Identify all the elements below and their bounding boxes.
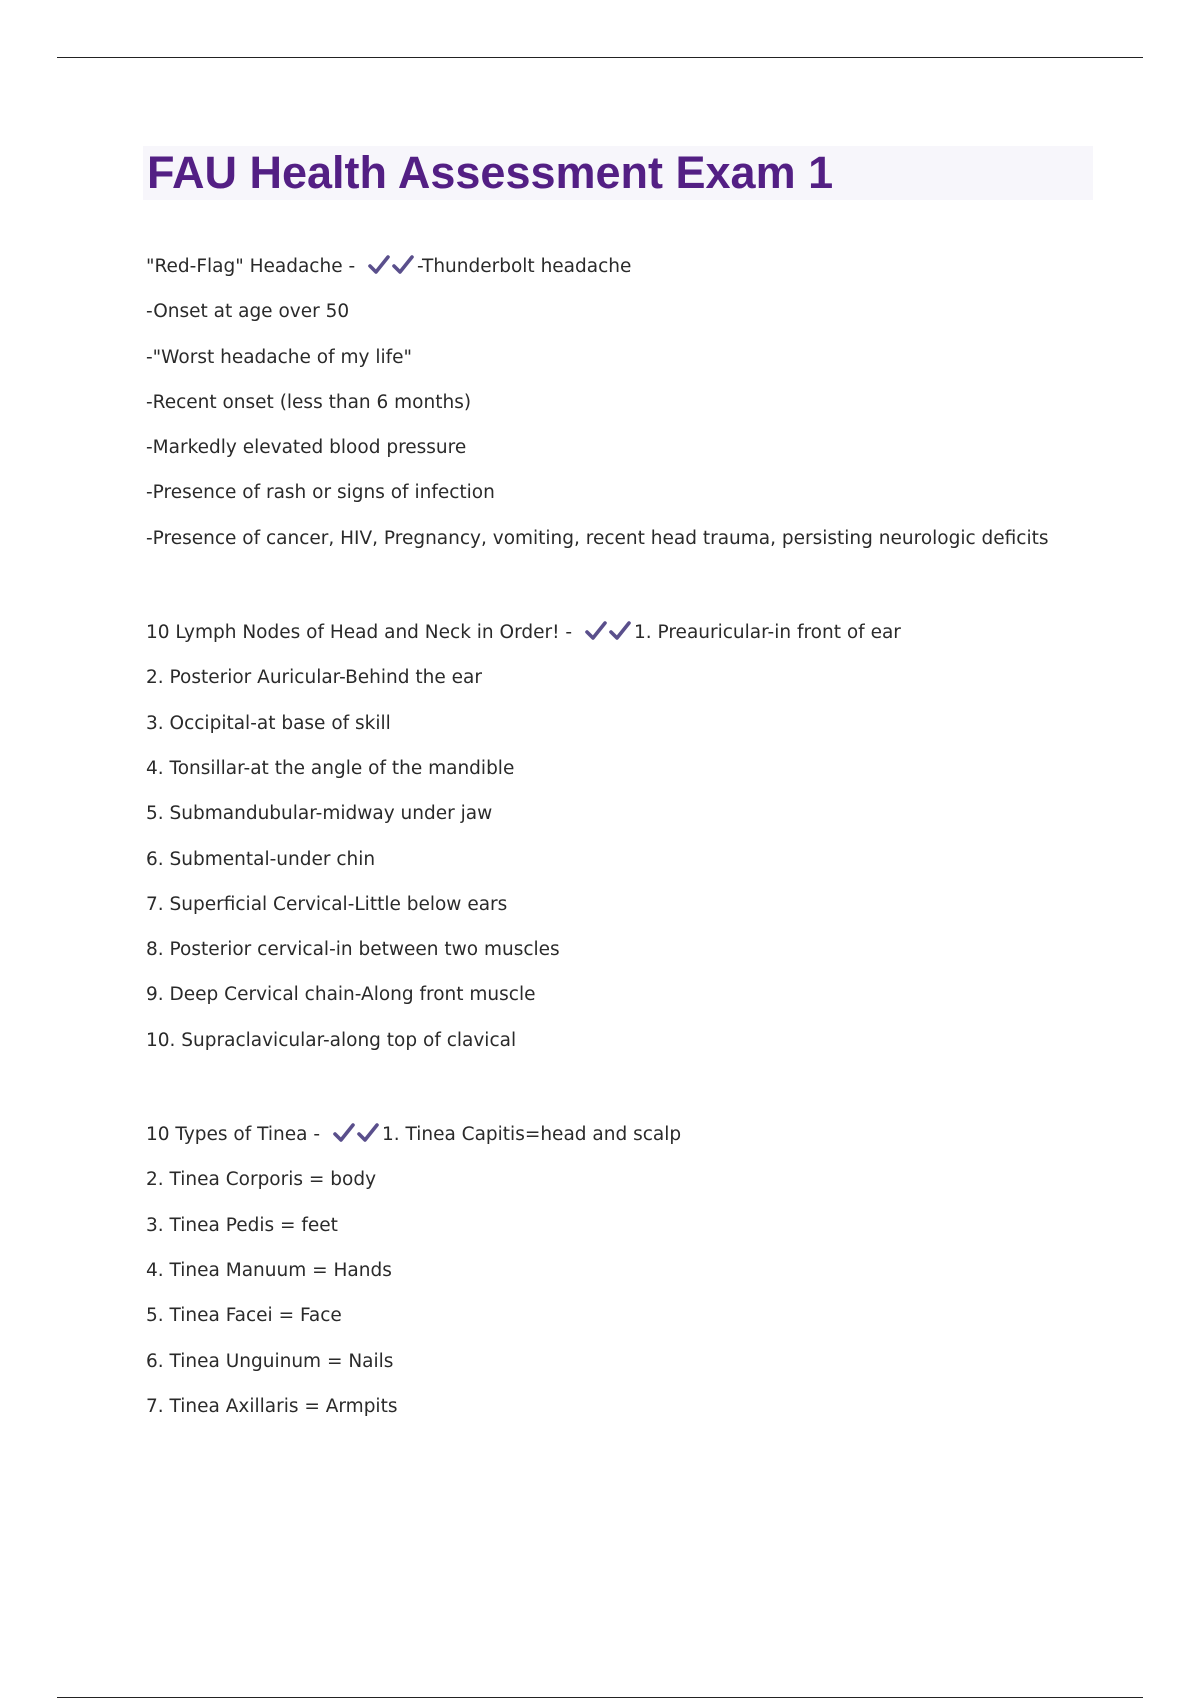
list-item: 3. Tinea Pedis = feet [146,1214,338,1236]
flashcard-answer-first: 1. Tinea Capitis=head and scalp [381,1124,682,1146]
flashcard-term: 10 Lymph Nodes of Head and Neck in Order! [146,622,560,644]
flashcard-list [146,244,1126,1429]
list-item: 7. Tinea Axillaris = Armpits [146,1395,398,1417]
list-item: 2. Tinea Corporis = body [146,1169,377,1191]
list-item: -Presence of cancer, HIV, Pregnancy, vomiting, recent head trauma, persisting neurologic deficits [146,527,1049,549]
list-item: -Presence of rash or signs of infection [146,482,495,504]
double-check-marks [332,1110,380,1155]
check-icon [367,254,391,276]
check-icon [332,1122,356,1144]
list-item: 8. Posterior cervical-in between two muscles [146,939,560,961]
list-item: 2. Posterior Auricular-Behind the ear [146,667,482,689]
flashcard-question-line [146,1112,1126,1157]
list-item: 7. Superficial Cervical-Little below ears [146,893,508,915]
list-item: 9. Deep Cervical chain-Along front muscle [146,984,536,1006]
list-item: 5. Submandubular-midway under jaw [146,803,493,825]
list-item: -Markedly elevated blood pressure [146,437,467,459]
flashcard-question-line [146,244,1126,289]
flashcard-answer-first: 1. Preauricular-in front of ear [634,622,901,644]
double-check-marks [584,608,632,653]
list-item: -Recent onset (less than 6 months) [146,391,472,413]
list-item: -Onset at age over 50 [146,301,350,323]
title-banner [143,146,1093,200]
flashcard-term: "Red-Flag" Headache [146,256,343,277]
flashcard-red-flag-headache [146,244,1126,561]
flashcard-question-line [146,610,1126,655]
check-icon [391,254,415,276]
list-item: 6. Tinea Unguinum = Nails [146,1350,394,1372]
check-icon [608,620,632,642]
list-item: 5. Tinea Facei = Face [146,1305,342,1327]
document-title: FAU Health Assessment Exam 1 [147,147,834,198]
term-separator: - [313,1124,321,1146]
flashcard-term: 10 Types of Tinea [146,1124,308,1146]
list-item: 6. Submental-under chin [146,848,376,870]
bottom-rule [57,1697,1143,1698]
flashcard-lymph-nodes [146,610,1126,1063]
list-item: -"Worst headache of my life" [146,346,413,368]
flashcard-answer-first: -Thunderbolt headache [417,256,632,277]
list-item: 3. Occipital-at base of skill [146,712,391,734]
term-separator: - [348,256,356,277]
check-icon [584,620,608,642]
flashcard-tinea-types [146,1112,1126,1429]
list-item: 4. Tonsillar-at the angle of the mandible [146,757,515,779]
term-separator: - [565,622,573,644]
check-icon [356,1122,380,1144]
top-rule [57,57,1143,58]
list-item: 10. Supraclavicular-along top of clavical [146,1029,517,1051]
double-check-marks [367,242,415,287]
list-item: 4. Tinea Manuum = Hands [146,1259,392,1281]
